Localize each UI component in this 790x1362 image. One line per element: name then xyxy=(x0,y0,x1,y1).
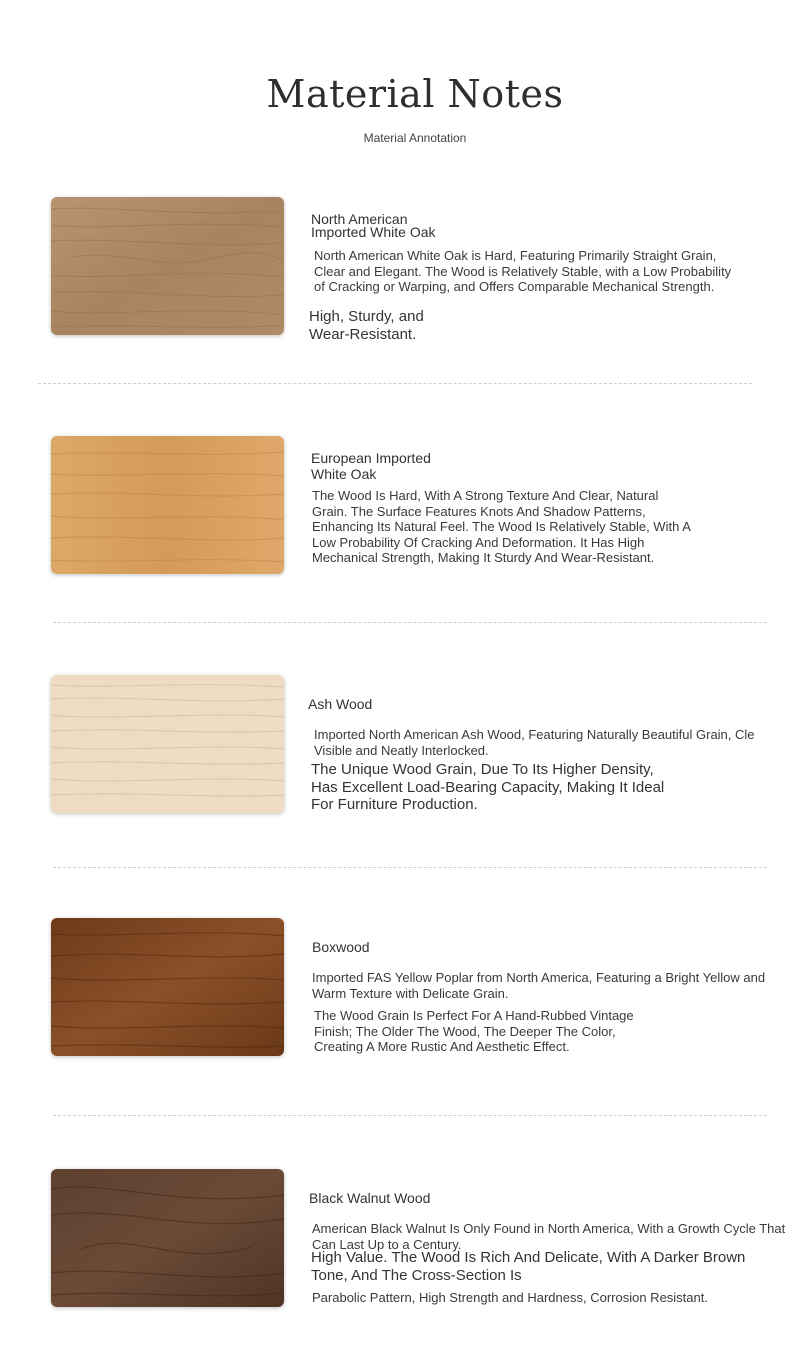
page-title: Material Notes xyxy=(266,72,564,116)
black-walnut-properties: Parabolic Pattern, High Strength and Hardness, Corrosion Resistant. xyxy=(312,1290,708,1305)
section-divider xyxy=(53,867,767,868)
name-line: Black Walnut Wood xyxy=(309,1190,431,1206)
ash-wood-description: Imported North American Ash Wood, Featuring Naturally Beautiful Grain, Cle Visible and Neatly Interlocked. xyxy=(314,727,755,758)
white-oak-name xyxy=(311,213,436,239)
european-oak-name xyxy=(311,450,431,482)
name-line: European Imported xyxy=(311,450,431,466)
section-divider xyxy=(53,1115,767,1116)
name-line: White Oak xyxy=(311,466,377,482)
ash-wood-summary: The Unique Wood Grain, Due To Its Higher Density, Has Excellent Load-Bearing Capacity, Making It Ideal For Furniture Production. xyxy=(311,761,665,813)
ash-wood-swatch xyxy=(51,675,284,813)
white-oak-description: North American White Oak is Hard, Featuring Primarily Straight Grain, Clear and Elegant. The Wood is Relatively Stable, with a Low Probability of Cracking or Warping, and Offers Comparable Mechanical Strength. xyxy=(314,248,732,294)
boxwood-name xyxy=(312,941,370,954)
boxwood-finish-note: The Wood Grain Is Perfect For A Hand-Rubbed Vintage Finish; The Older The Wood, The Deeper The Color, Creating A More Rustic And Aesthetic Effect. xyxy=(314,1008,634,1054)
section-divider xyxy=(38,383,752,384)
name-line: Boxwood xyxy=(312,939,370,955)
boxwood-swatch xyxy=(51,918,284,1056)
page-subtitle: Material Annotation xyxy=(363,131,467,145)
white-oak-summary: High, Sturdy, and Wear-Resistant. xyxy=(309,308,424,343)
name-line: Imported White Oak xyxy=(311,224,436,240)
black-walnut-name xyxy=(309,1192,430,1205)
european-oak-description: The Wood Is Hard, With A Strong Texture And Clear, Natural Grain. The Surface Features Knots And Shadow Patterns, Enhancing Its Natural Feel. The Wood Is Relatively Stable, With A Low Probability Of Cracking And Deformation. It Has High Mechanical Strength, Making It Sturdy And Wear-Resistant. xyxy=(312,488,691,565)
black-walnut-description: American Black Walnut Is Only Found in North America, With a Growth Cycle That Can Last Up to a Century. xyxy=(312,1221,786,1252)
ash-wood-name xyxy=(308,698,372,711)
white-oak-swatch xyxy=(51,197,284,335)
name-line: North American xyxy=(311,211,408,227)
name-line: Ash Wood xyxy=(308,696,373,712)
section-divider xyxy=(53,622,767,623)
european-oak-swatch xyxy=(51,436,284,574)
black-walnut-summary: High Value. The Wood Is Rich And Delicate, With A Darker Brown Tone, And The Cross-Section Is xyxy=(311,1249,746,1284)
boxwood-description: Imported FAS Yellow Poplar from North America, Featuring a Bright Yellow and Warm Texture with Delicate Grain. xyxy=(312,970,766,1001)
black-walnut-swatch xyxy=(51,1169,284,1307)
